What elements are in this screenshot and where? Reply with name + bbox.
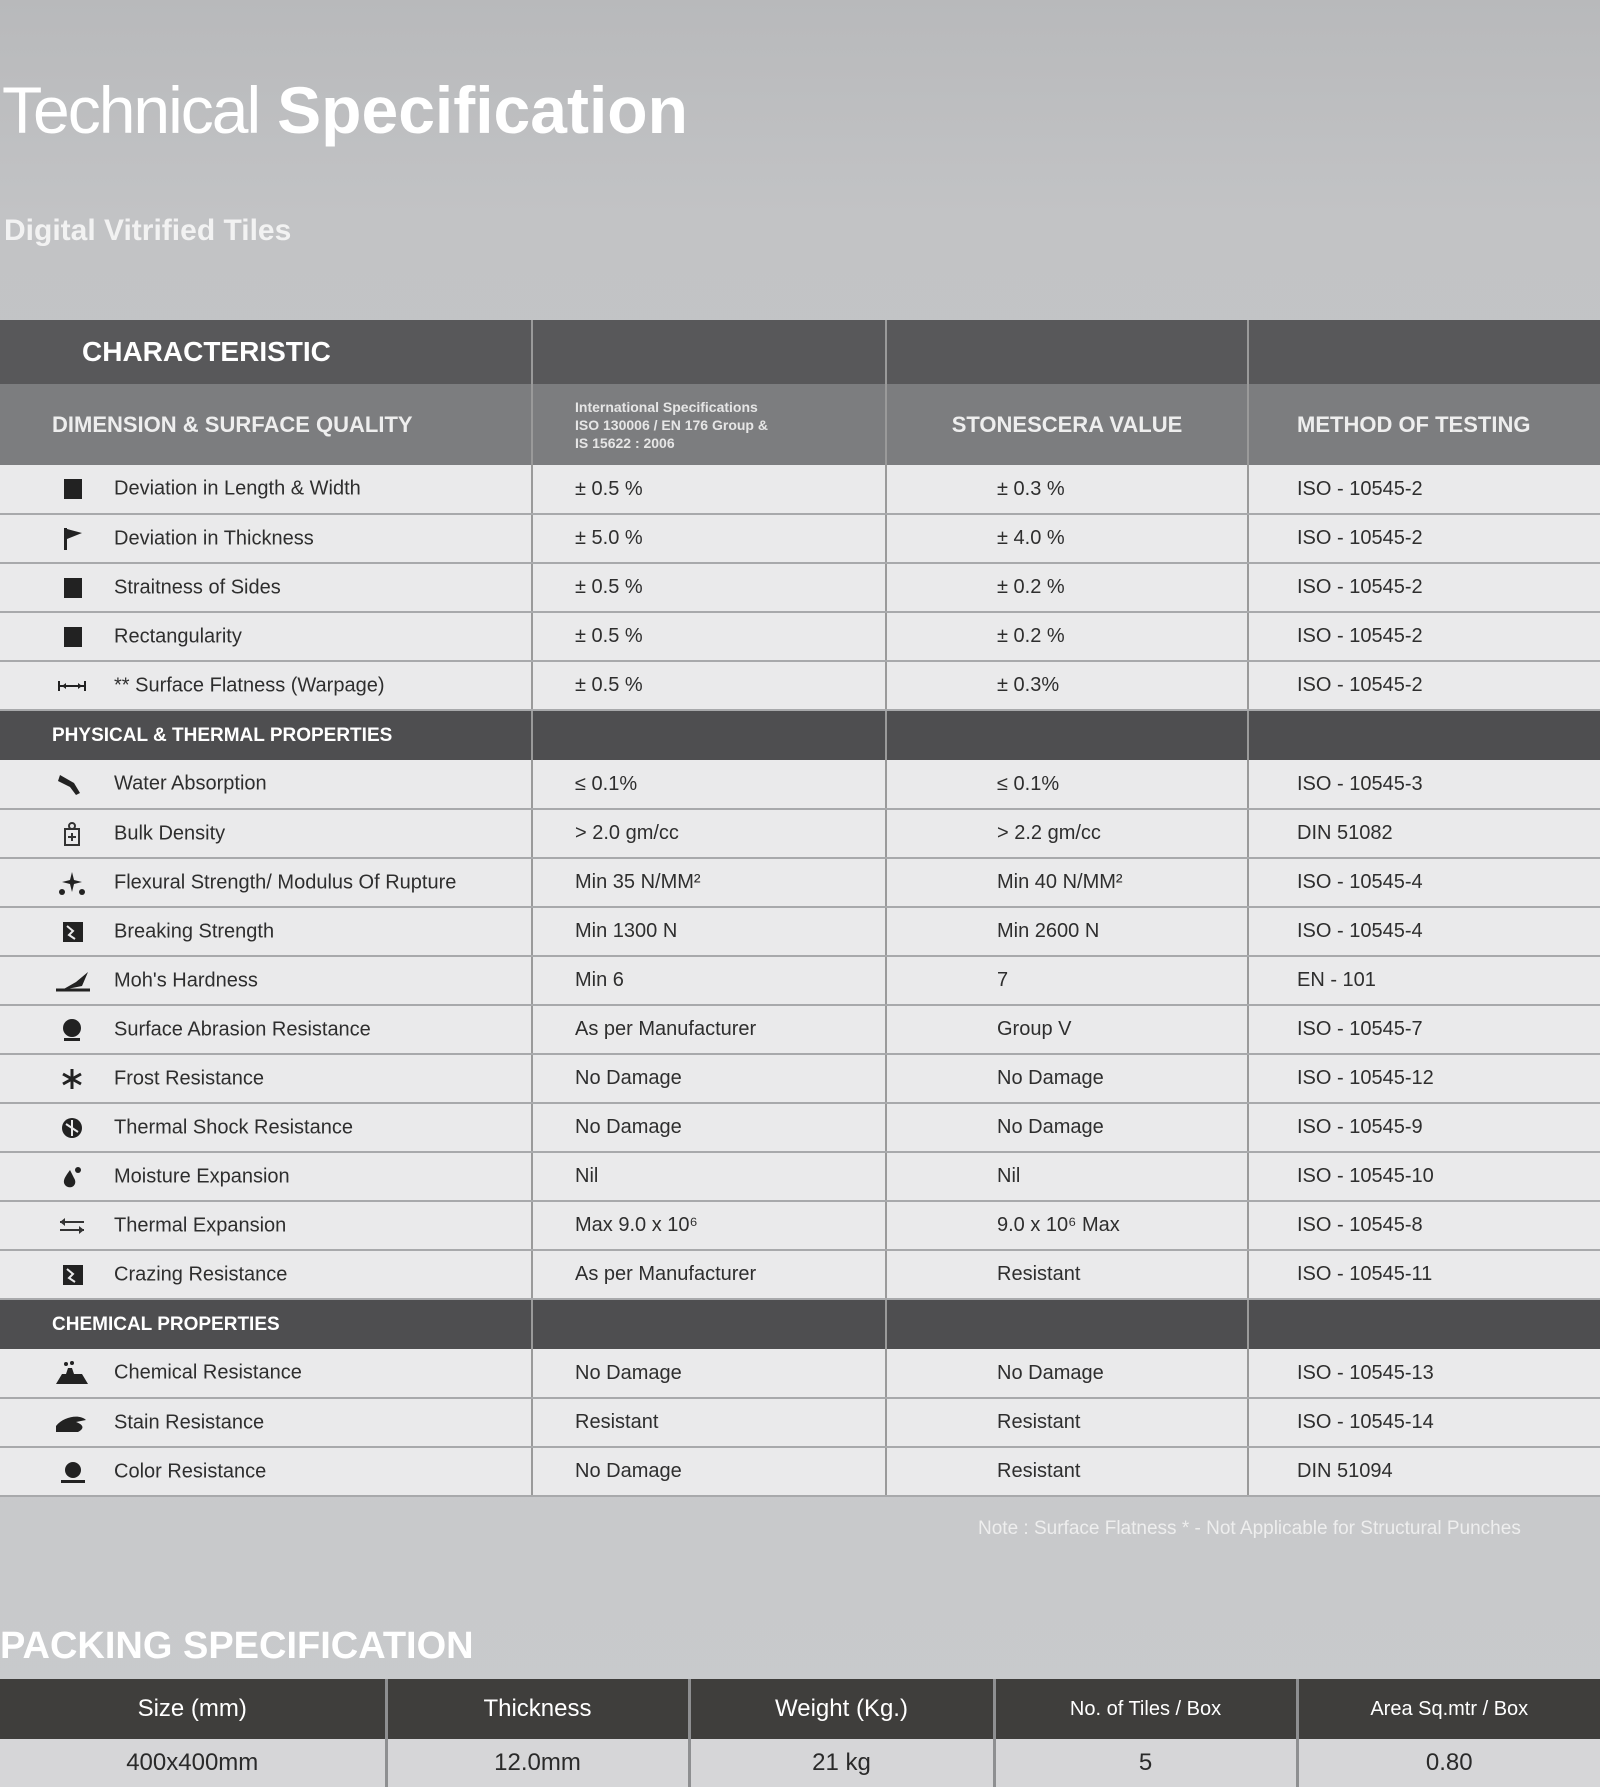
broken-tile-icon: [52, 1262, 92, 1288]
property-cell: [0, 907, 532, 956]
spec-row: [0, 1349, 1600, 1398]
characteristic-empty-cell: [532, 320, 886, 384]
property-name: Breaking Strength: [114, 919, 275, 942]
property-name: Thermal Expansion: [114, 1213, 287, 1236]
test-method: DIN 51082: [1248, 809, 1600, 858]
property-cell: [0, 858, 532, 907]
spec-row: [0, 1201, 1600, 1250]
stonescera-value: ± 4.0 %: [886, 514, 1248, 563]
characteristic-empty-cell: [886, 320, 1248, 384]
test-method: ISO - 10545-12: [1248, 1054, 1600, 1103]
chemical-section-label: CHEMICAL PROPERTIES: [0, 1299, 532, 1349]
test-method: ISO - 10545-2: [1248, 465, 1600, 514]
intl-spec-value: No Damage: [532, 1349, 886, 1398]
test-method: ISO - 10545-2: [1248, 612, 1600, 661]
spec-row: [0, 563, 1600, 612]
color-drop-icon: [52, 1459, 92, 1485]
square-icon: [52, 624, 92, 650]
section-empty-cell: [532, 710, 886, 760]
stonescera-value: Group V: [886, 1005, 1248, 1054]
property-cell: [0, 514, 532, 563]
stonescera-value: No Damage: [886, 1349, 1248, 1398]
packing-area: 0.80: [1297, 1739, 1600, 1787]
title-light: Technical: [2, 73, 260, 147]
spec-row: [0, 1054, 1600, 1103]
test-method: ISO - 10545-13: [1248, 1349, 1600, 1398]
stonescera-value: 7: [886, 956, 1248, 1005]
drops-icon: [52, 1164, 92, 1190]
intl-spec-value: ≤ 0.1%: [532, 760, 886, 809]
section-empty-cell: [886, 710, 1248, 760]
spec-row: [0, 1398, 1600, 1447]
square-icon: [52, 476, 92, 502]
intl-spec-value: No Damage: [532, 1103, 886, 1152]
spec-row: [0, 1152, 1600, 1201]
broken-tile-icon: [52, 919, 92, 945]
flag-icon: [52, 526, 92, 552]
column-header-dimension: DIMENSION & SURFACE QUALITY: [0, 384, 532, 465]
stonescera-value: ± 0.3%: [886, 661, 1248, 710]
stonescera-value: Min 2600 N: [886, 907, 1248, 956]
property-name: Deviation in Thickness: [114, 526, 314, 549]
test-method: ISO - 10545-2: [1248, 563, 1600, 612]
test-method: ISO - 10545-4: [1248, 907, 1600, 956]
spec-row: [0, 612, 1600, 661]
intl-spec-value: ± 5.0 %: [532, 514, 886, 563]
intl-spec-value: No Damage: [532, 1054, 886, 1103]
title-bold: Specification: [277, 73, 688, 147]
spec-table: [0, 320, 1600, 1497]
property-name: Thermal Shock Resistance: [114, 1115, 353, 1138]
spec-row: [0, 514, 1600, 563]
property-name: Rectangularity: [114, 624, 242, 647]
stonescera-value: Min 40 N/MM²: [886, 858, 1248, 907]
property-name: Flexural Strength/ Modulus Of Rupture: [114, 870, 457, 893]
property-cell: [0, 1152, 532, 1201]
property-cell: [0, 563, 532, 612]
spec-row: [0, 1103, 1600, 1152]
property-cell: [0, 661, 532, 710]
section-empty-cell: [1248, 710, 1600, 760]
intl-header-line: International Specifications: [575, 398, 758, 415]
stain-icon: [52, 1410, 92, 1436]
property-cell: [0, 1054, 532, 1103]
property-cell: [0, 760, 532, 809]
packing-data-row: [0, 1739, 1600, 1787]
page-subtitle: Digital Vitrified Tiles: [4, 214, 292, 247]
stonescera-value: ± 0.2 %: [886, 563, 1248, 612]
spec-row: [0, 809, 1600, 858]
test-method: ISO - 10545-4: [1248, 858, 1600, 907]
property-name: Crazing Resistance: [114, 1262, 288, 1285]
column-header-row: [0, 384, 1600, 465]
intl-header-line: IS 15622 : 2006: [575, 434, 675, 451]
packing-header-size: Size (mm): [0, 1679, 386, 1739]
spec-row: [0, 1447, 1600, 1496]
intl-spec-value: Min 6: [532, 956, 886, 1005]
weight-icon: [52, 821, 92, 847]
test-method: ISO - 10545-2: [1248, 514, 1600, 563]
stonescera-value: ≤ 0.1%: [886, 760, 1248, 809]
stonescera-value: Resistant: [886, 1447, 1248, 1496]
expand-arrows-icon: [52, 1213, 92, 1239]
property-name: Stain Resistance: [114, 1410, 265, 1433]
spec-row: [0, 1005, 1600, 1054]
property-name: Deviation in Length & Width: [114, 477, 361, 500]
width-arrows-icon: [52, 673, 92, 699]
packing-header-weight: Weight (Kg.): [689, 1679, 994, 1739]
intl-spec-value: Nil: [532, 1152, 886, 1201]
property-name: Straitness of Sides: [114, 575, 281, 598]
stonescera-value: 9.0 x 10⁶ Max: [886, 1201, 1248, 1250]
property-cell: [0, 1201, 532, 1250]
property-cell: [0, 1103, 532, 1152]
intl-spec-value: Resistant: [532, 1398, 886, 1447]
property-name: Chemical Resistance: [114, 1361, 302, 1384]
spec-row: [0, 1250, 1600, 1299]
footnote: Note : Surface Flatness * - Not Applicable for Structural Punches: [978, 1518, 1521, 1539]
spec-row: [0, 858, 1600, 907]
intl-spec-value: No Damage: [532, 1447, 886, 1496]
test-method: ISO - 10545-2: [1248, 661, 1600, 710]
property-name: Frost Resistance: [114, 1066, 265, 1089]
spec-row: [0, 907, 1600, 956]
property-name: Surface Abrasion Resistance: [114, 1017, 371, 1040]
property-name: Color Resistance: [114, 1459, 267, 1482]
intl-header-line: ISO 130006 / EN 176 Group &: [575, 416, 768, 433]
intl-spec-value: Min 1300 N: [532, 907, 886, 956]
thermal-icon: [52, 1115, 92, 1141]
property-cell: [0, 809, 532, 858]
test-method: ISO - 10545-10: [1248, 1152, 1600, 1201]
property-name: Water Absorption: [114, 772, 267, 795]
packing-tiles: 5: [994, 1739, 1297, 1787]
snowflake-icon: [52, 1066, 92, 1092]
stonescera-value: Resistant: [886, 1398, 1248, 1447]
spec-row: [0, 661, 1600, 710]
section-empty-cell: [532, 1299, 886, 1349]
column-header-method: METHOD OF TESTING: [1248, 384, 1600, 465]
packing-title: PACKING SPECIFICATION: [0, 1625, 474, 1667]
packing-thickness: 12.0mm: [386, 1739, 689, 1787]
characteristic-label: CHARACTERISTIC: [0, 320, 532, 384]
packing-header-row: [0, 1679, 1600, 1739]
intl-spec-value: ± 0.5 %: [532, 465, 886, 514]
packing-header-tiles: No. of Tiles / Box: [994, 1679, 1297, 1739]
test-method: EN - 101: [1248, 956, 1600, 1005]
intl-spec-value: ± 0.5 %: [532, 612, 886, 661]
property-name: Moisture Expansion: [114, 1164, 290, 1187]
column-header-stonescera: STONESCERA VALUE: [886, 384, 1248, 465]
test-method: ISO - 10545-3: [1248, 760, 1600, 809]
packing-table: [0, 1679, 1600, 1787]
packing-header-thickness: Thickness: [386, 1679, 689, 1739]
stonescera-value: > 2.2 gm/cc: [886, 809, 1248, 858]
property-cell: [0, 1398, 532, 1447]
section-empty-cell: [1248, 1299, 1600, 1349]
stonescera-value: ± 0.2 %: [886, 612, 1248, 661]
property-cell: [0, 1250, 532, 1299]
property-cell: [0, 612, 532, 661]
spec-row: [0, 956, 1600, 1005]
column-header-international: [532, 384, 886, 465]
intl-spec-value: As per Manufacturer: [532, 1250, 886, 1299]
test-method: ISO - 10545-14: [1248, 1398, 1600, 1447]
chemical-section-row: [0, 1299, 1600, 1349]
intl-spec-value: ± 0.5 %: [532, 563, 886, 612]
test-method: ISO - 10545-11: [1248, 1250, 1600, 1299]
property-name: Bulk Density: [114, 821, 226, 844]
flask-icon: [52, 1360, 92, 1386]
test-method: ISO - 10545-7: [1248, 1005, 1600, 1054]
property-cell: [0, 956, 532, 1005]
property-cell: [0, 1005, 532, 1054]
intl-spec-value: > 2.0 gm/cc: [532, 809, 886, 858]
stonescera-value: Nil: [886, 1152, 1248, 1201]
disc-icon: [52, 1017, 92, 1043]
property-name: Moh's Hardness: [114, 968, 258, 991]
section-empty-cell: [886, 1299, 1248, 1349]
stonescera-value: ± 0.3 %: [886, 465, 1248, 514]
test-method: DIN 51094: [1248, 1447, 1600, 1496]
physical-section-row: [0, 710, 1600, 760]
intl-spec-value: Max 9.0 x 10⁶: [532, 1201, 886, 1250]
stonescera-value: No Damage: [886, 1054, 1248, 1103]
faucet-icon: [52, 771, 92, 797]
test-method: ISO - 10545-9: [1248, 1103, 1600, 1152]
sparkle-icon: [52, 870, 92, 896]
physical-section-label: PHYSICAL & THERMAL PROPERTIES: [0, 710, 532, 760]
stonescera-value: Resistant: [886, 1250, 1248, 1299]
property-cell: [0, 465, 532, 514]
square-icon: [52, 575, 92, 601]
property-name: ** Surface Flatness (Warpage): [114, 673, 385, 696]
intl-spec-value: Min 35 N/MM²: [532, 858, 886, 907]
property-cell: [0, 1447, 532, 1496]
intl-spec-value: ± 0.5 %: [532, 661, 886, 710]
intl-spec-value: As per Manufacturer: [532, 1005, 886, 1054]
spec-row: [0, 465, 1600, 514]
scratch-icon: [52, 968, 92, 994]
characteristic-empty-cell: [1248, 320, 1600, 384]
spec-row: [0, 760, 1600, 809]
stonescera-value: No Damage: [886, 1103, 1248, 1152]
page-title: [2, 70, 688, 150]
property-cell: [0, 1349, 532, 1398]
packing-header-area: Area Sq.mtr / Box: [1297, 1679, 1600, 1739]
packing-weight: 21 kg: [689, 1739, 994, 1787]
characteristic-header-row: [0, 320, 1600, 384]
packing-size: 400x400mm: [0, 1739, 386, 1787]
test-method: ISO - 10545-8: [1248, 1201, 1600, 1250]
